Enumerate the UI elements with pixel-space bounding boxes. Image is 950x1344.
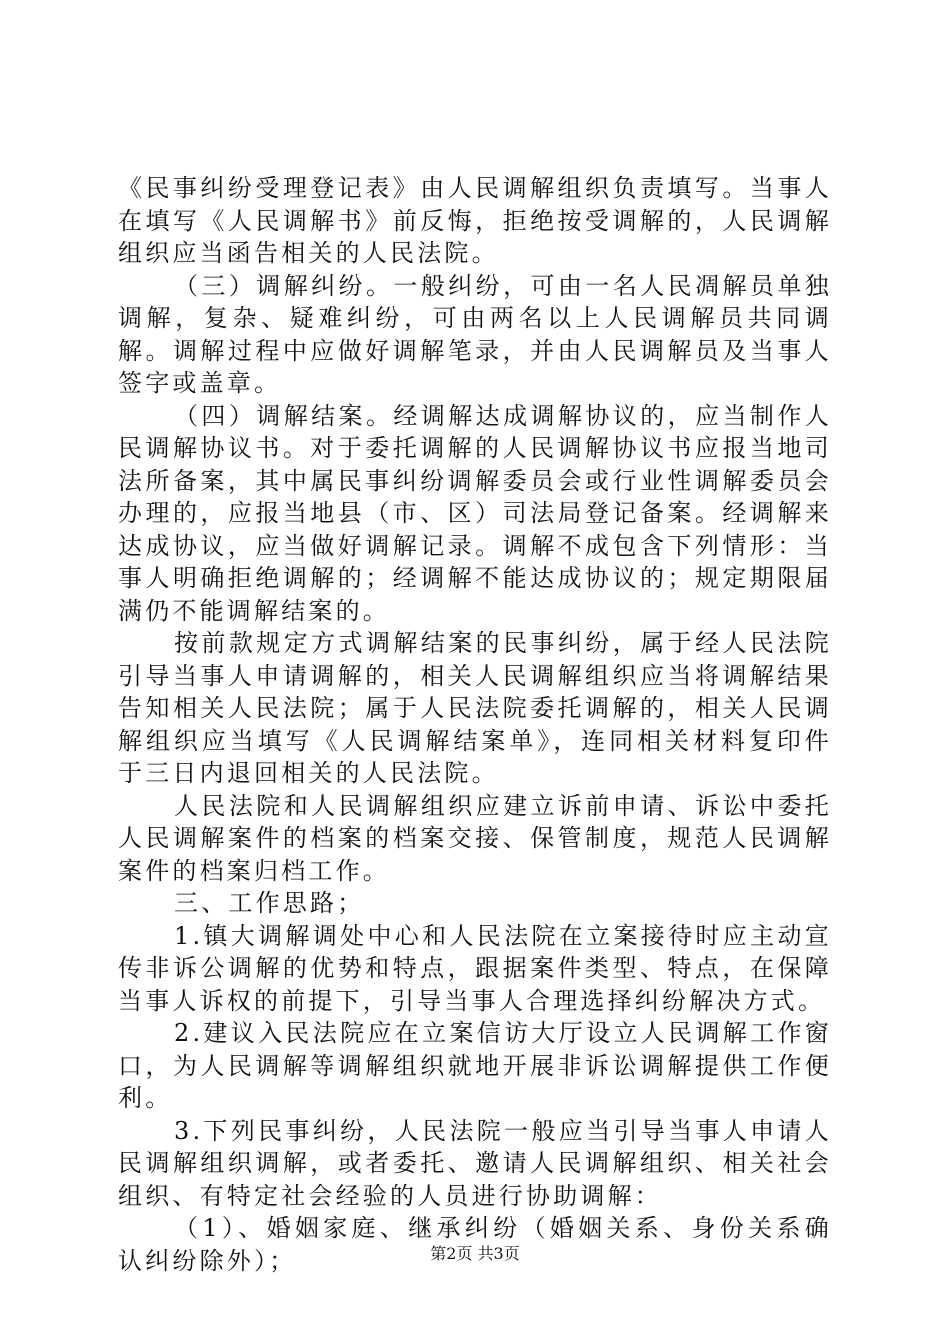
paragraph-item-2: 2.建议入民法院应在立案信访大厅设立人民调解工作窗口，为人民调解等调解组织就地开展非诉讼调解提供工作便利。 <box>118 1019 832 1112</box>
page-footer: 第2页 共3页 <box>430 1244 520 1263</box>
paragraph-item-1: 1.镇大调解调处中心和人民法院在立案接待时应主动宣传非诉公调解的优势和特点，跟据案件类型、特点，在保障当事人诉权的前提下，引导当事人合理选择纠纷解决方式。 <box>118 921 832 1015</box>
paragraph-mediate-disputes: （三）调解纠纷。一般纠纷，可由一名人民凋解员单独调解，复杂、疑难纠纷，可由两名以上人民调解员共同调解。调解过程中应做好调解笔录，并由人民调解员及当事人签字或盖章。 <box>118 271 832 397</box>
paragraph-registration-form: 《民事纠纷受理登记表》由人民调解组织负责填写。当事人在填写《人民调解书》前反悔，拒绝按受调解的，人民调解组织应当函告相关的人民法院。 <box>118 174 832 267</box>
paragraph-item-3: 3.下列民事纠纷，人民法院一般应当引导当事人申请人民调解组织调解，或者委托、邀请人民调解组织、相关社会组织、有特定社会经验的人员进行协助调解： <box>118 1116 832 1210</box>
paragraph-subitem-1: （1）、婚姻家庭、继承纠纷（婚姻关系、身份关系确认纠纷除外）； <box>118 1214 832 1275</box>
section-heading-work-ideas: 三、工作思路； <box>174 889 365 917</box>
document-body <box>118 172 832 1277</box>
paragraph-archive-system: 人民法院和人民调解组织应建立诉前申请、诉讼中委托人民调解案件的档案的档案交接、保管制度，规范人民调解案件的档案归档工作。 <box>118 791 832 885</box>
paragraph-mediation-closure: （四）调解结案。经调解达成调解协议的，应当制作人民调解协议书。对于委托调解的人民调解协议书应报当地司法所备案，其中属民事纠纷调解委员会或行业性调解委员会办理的，应报当地县（市、区）司法局登记备案。经调解来达成协议，应当做好调解记录。调解不成包含下列情形：当事人明确拒绝调解的；经调解不能达成协议的；规定期限届满仍不能调解结案的。 <box>118 401 832 625</box>
paragraph-closure-notification: 按前款规定方式调解结案的民事纠纷，属于经人民法院引导当事人申请调解的，相关人民调解组织应当将调解结果告知相关人民法院；属于人民法院委托调解的，相关人民调解组织应当填写《人民调解结案单》，连同相关材料复印件于三日内退回相关的人民法院。 <box>118 629 832 787</box>
